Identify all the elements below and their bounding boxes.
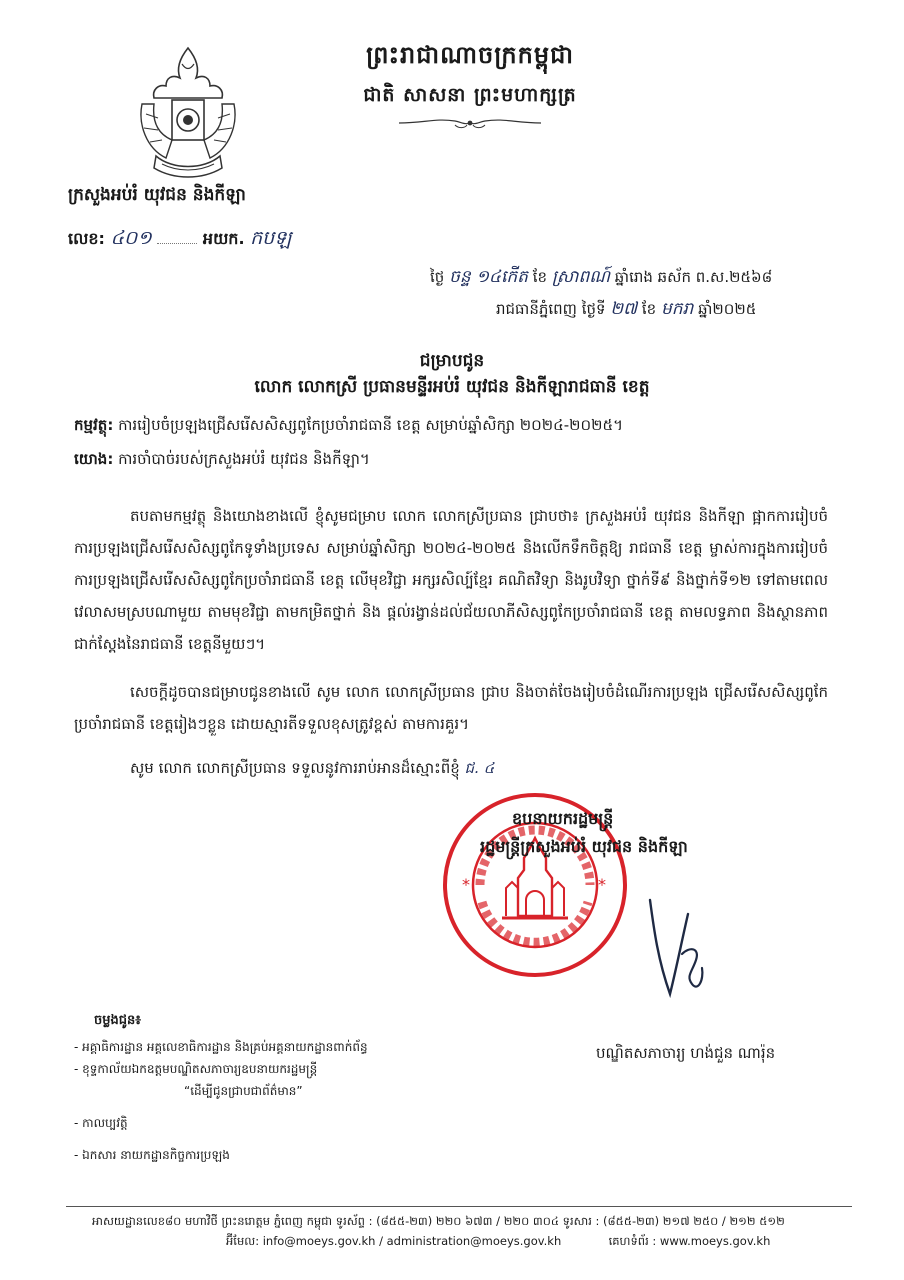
footer-divider — [66, 1206, 852, 1207]
ministry-name: ក្រសួងអប់រំ យុវជន និងកីឡា — [68, 185, 246, 205]
solar-year: ឆ្នាំ២០២៥ — [698, 300, 757, 318]
ref-dots — [157, 243, 197, 244]
body-paragraph-1-text: តបតាមកម្មវត្ថុ និងយោងខាងលើ ខ្ញុំសូមជម្រាប លោក លោកស្រីប្រធាន ជ្រាបថា៖ ក្រសួងអប់រំ យុវជន និងកីឡា ផ្អាកការរៀបចំការប្រឡងជ្រើសរើសសិស្សពូកែទូទាំងប្រទេស សម្រាប់ឆ្នាំសិក្សា ២០២៤-២០២៥ និងលើកទឹកចិត្តឱ្យ រាជធានី ខេត្ត ម្ចាស់ការក្នុងការរៀបចំការប្រឡងជ្រើសរើសសិស្សពូកែប្រចាំរាជធានី ខេត្ត លើមុខវិជ្ជា អក្សរសិល្ប៍ខ្មែរ គណិតវិទ្យា និងរូបវិទ្យា ថ្នាក់ទី៩ និងថ្នាក់ទី១២ ទៅតាមពេលវេលាសមស្របណាមួយ តាមមុខវិជ្ជា តាមកម្រិតថ្នាក់ និង ផ្តល់រង្វាន់ដល់ជ័យលាភីសិស្សពូកែប្រចាំរាជធានី ខេត្ត តាមលទ្ធភាព និងស្ថានភាពជាក់ស្តែងនៃរាជធានី ខេត្តនីមួយៗ។ — [74, 507, 828, 653]
copy-recipients-title: ចម្លងជូន៖ — [94, 1013, 141, 1028]
body-paragraph-2 — [74, 676, 828, 740]
footer-website: www.moeys.gov.kh — [659, 1234, 771, 1248]
copy-recipients — [74, 1010, 368, 1166]
solar-month-label: ខែ — [641, 300, 657, 318]
lunar-date-prefix: ថ្ងៃ — [430, 268, 445, 286]
royal-emblem-icon — [132, 44, 244, 184]
body-paragraph-2-text: សេចក្តីដូចបានជម្រាបជូនខាងលើ សូម លោក លោកស្រីប្រធាន ជ្រាប និងចាត់ចែងរៀបចំដំណើរការប្រឡង ជ្រើសរើសសិស្សពូកែប្រចាំរាជធានី ខេត្តរៀងៗខ្លួន ដោយស្មារតីទទួលខុសត្រូវខ្ពស់ តាមការគួរ។ — [74, 683, 828, 733]
body-paragraph-3 — [74, 752, 828, 784]
footer-address: អាសយដ្ឋានលេខ៨០ មហាវិថី ព្រះនរោត្តម ភ្នំពេញ កម្ពុជា ទូរស័ព្ទ : (៨៥៥-២៣) ២២០ ៦៧៣ / ២២០ ៣០៤ ទូរសារ : (៨៥៥-២៣) ២១៧ ២៥០ / ២១២ ៥១២ — [92, 1214, 785, 1228]
ref-suffix: អយក. — [202, 229, 245, 248]
reference-number — [68, 226, 291, 254]
solar-date — [496, 298, 756, 323]
ornament-divider-icon — [395, 116, 545, 130]
signatory-name: បណ្ឌិតសភាចារ្យ ហង់ជួន ណារ៉ុន — [596, 1044, 776, 1062]
lunar-day-handwritten: ចន្ទ ១៤កើត — [449, 267, 528, 287]
lunar-month-handwritten: ស្រាពណ៍ — [551, 267, 611, 287]
lunar-month-label: ខែ — [532, 268, 548, 286]
list-item-note: “ដើម្បីជូនជ្រាបជាព័ត៌មាន” — [184, 1084, 303, 1098]
footer-emails: info@moeys.gov.kh / administration@moeys.gov.kh — [262, 1234, 562, 1248]
ref-label: លេខ: — [68, 229, 105, 248]
body-paragraph-3-text: សូម លោក លោកស្រីប្រធាន ទទួលនូវការរាប់អានដ៏ស្មោះពីខ្ញុំ — [130, 759, 460, 777]
list-item: - ឯកសារ នាយកដ្ឋានកិច្ចការប្រឡង — [74, 1148, 230, 1162]
subject-line — [74, 416, 623, 438]
lunar-date — [430, 266, 772, 291]
signatory-title-2: រដ្ឋមន្ត្រីក្រសួងអប់រំ យុវជន និងកីឡា — [480, 837, 688, 856]
svg-text:*: * — [598, 875, 606, 894]
lunar-date-rest: ឆ្នាំរោង ឆស័ក ព.ស.២៥៦៨ — [614, 268, 773, 286]
signatory-title-1: ឧបនាយករដ្ឋមន្ត្រី — [512, 809, 614, 828]
solar-day-handwritten: ២៧ — [610, 299, 638, 319]
reference-label: យោង: — [74, 450, 114, 468]
kingdom-title: ព្រះរាជាណាចក្រកម្ពុជា — [366, 41, 574, 69]
handwritten-signature-icon — [630, 890, 740, 1010]
reference-line — [74, 450, 370, 472]
subject-text: ការរៀបចំប្រឡងជ្រើសរើសសិស្សពូកែប្រចាំរាជធានី ខេត្ត សម្រាប់ឆ្នាំសិក្សា ២០២៤-២០២៥។ — [118, 416, 623, 434]
solar-month-handwritten: មករា — [660, 299, 694, 319]
list-item: - កាលប្បវត្តិ — [74, 1116, 128, 1130]
footer-email-label: អ៊ីមែល: — [226, 1234, 260, 1248]
footer-website-label: គេហទំព័រ : — [608, 1234, 657, 1248]
body-paragraph-1 — [74, 500, 828, 660]
addressee-recipient: លោក លោកស្រី ប្រធានមន្ទីរអប់រំ យុវជន និងកីឡារាជធានី ខេត្ត — [254, 377, 650, 397]
addressee-greeting: ជម្រាបជូន — [419, 351, 485, 371]
list-item: - ខុទ្ទកាល័យឯកឧត្តមបណ្ឌិតសភាចារ្យឧបនាយករដ្ឋមន្ត្រី — [74, 1062, 318, 1076]
kingdom-header — [330, 40, 610, 111]
closing-handwritten-mark: ជ. ៤ — [464, 759, 495, 777]
subject-label: កម្មវត្ថុ: — [74, 416, 114, 434]
list-item: - អគ្គាធិការដ្ឋាន អគ្គលេខាធិការដ្ឋាន និងគ្រប់អគ្គនាយកដ្ឋានពាក់ព័ន្ធ — [74, 1040, 368, 1054]
solar-date-prefix: រាជធានីភ្នំពេញ ថ្ងៃទី — [496, 300, 606, 318]
svg-text:*: * — [462, 875, 470, 894]
footer-contact — [226, 1234, 770, 1251]
ref-number-handwritten: ៤០១ — [110, 227, 152, 249]
reference-text: ការចាំបាច់របស់ក្រសួងអប់រំ យុវជន និងកីឡា។ — [118, 450, 370, 468]
national-motto: ជាតិ សាសនា ព្រះមហាក្សត្រ — [363, 84, 577, 106]
ref-code-handwritten: កបឡ — [250, 227, 292, 249]
